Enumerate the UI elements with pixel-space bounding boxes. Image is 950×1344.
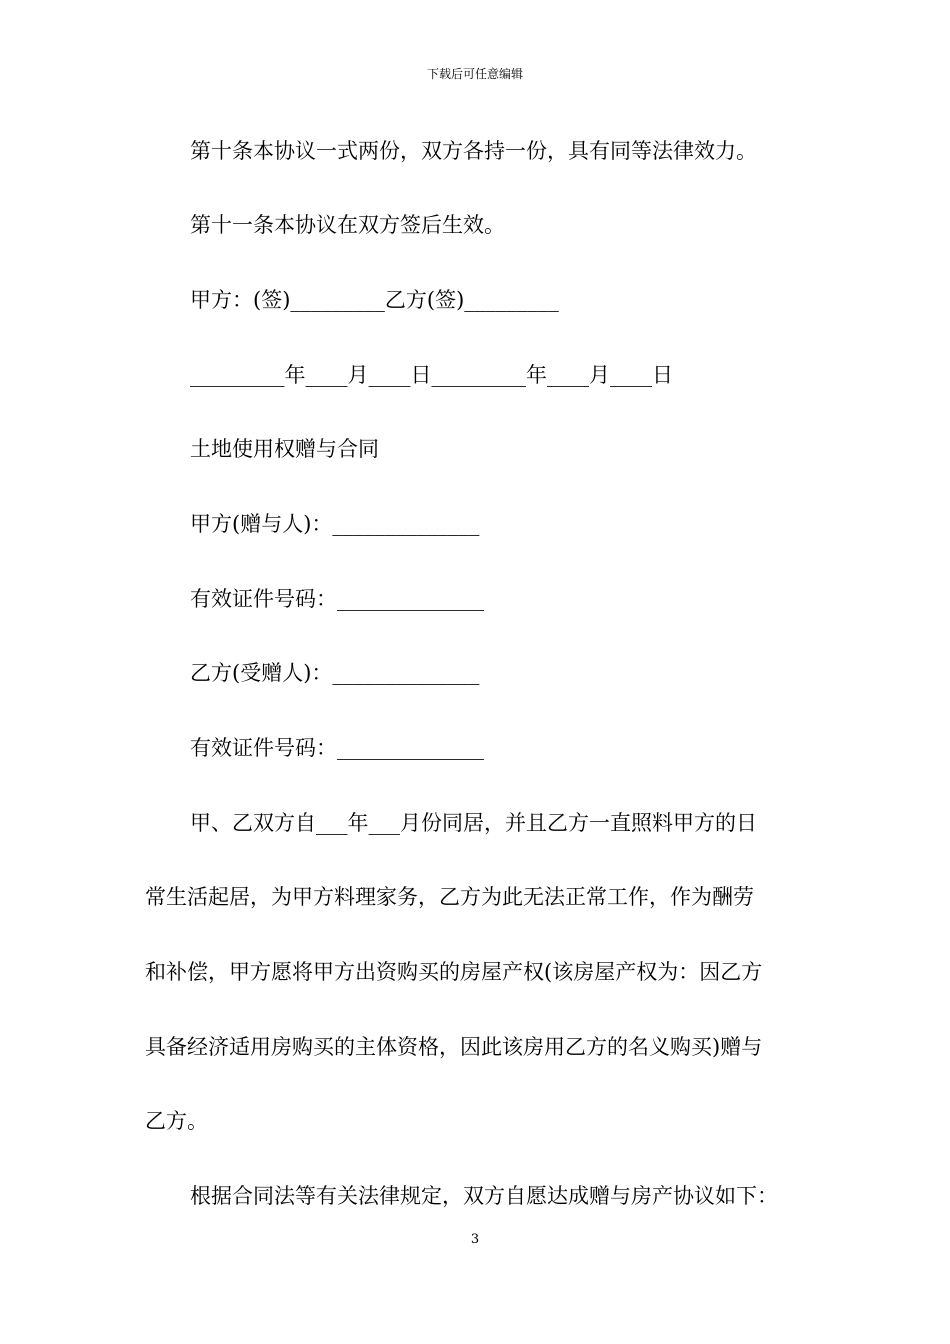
paragraph-line-1: 甲、乙双方自___年___月份同居，并且乙方一直照料甲方的日 [190,811,757,835]
paragraph-line-3: 和补偿，甲方愿将甲方出资购买的房屋产权(该房屋产权为：因乙方 [145,960,763,984]
clause-10: 第十条本协议一式两份，双方各持一份，具有同等法律效力。 [190,139,757,163]
clause-11: 第十一条本协议在双方签后生效。 [190,213,505,237]
party-b-field: 乙方(受赠人)：______________ [190,661,480,685]
paragraph-line-4: 具备经济适用房购买的主体资格，因此该房用乙方的名义购买)赠与 [145,1035,763,1059]
date-line: _________年____月____日_________年____月____日 [190,363,673,387]
paragraph-line-2: 常生活起居，为甲方料理家务，乙方为此无法正常工作，作为酬劳 [145,885,754,909]
page-header-note: 下载后可任意编辑 [426,67,523,81]
contract-title: 土地使用权赠与合同 [190,437,379,461]
party-b-id-field: 有效证件号码：______________ [190,736,484,760]
page-number: 3 [470,1232,480,1247]
signature-line: 甲方：(签)_________乙方(签)_________ [190,288,559,312]
paragraph-line-5: 乙方。 [145,1109,208,1133]
agreement-intro: 根据合同法等有关法律规定，双方自愿达成赠与房产协议如下： [190,1184,778,1208]
party-a-field: 甲方(赠与人)：______________ [190,512,480,536]
party-a-id-field: 有效证件号码：______________ [190,587,484,611]
